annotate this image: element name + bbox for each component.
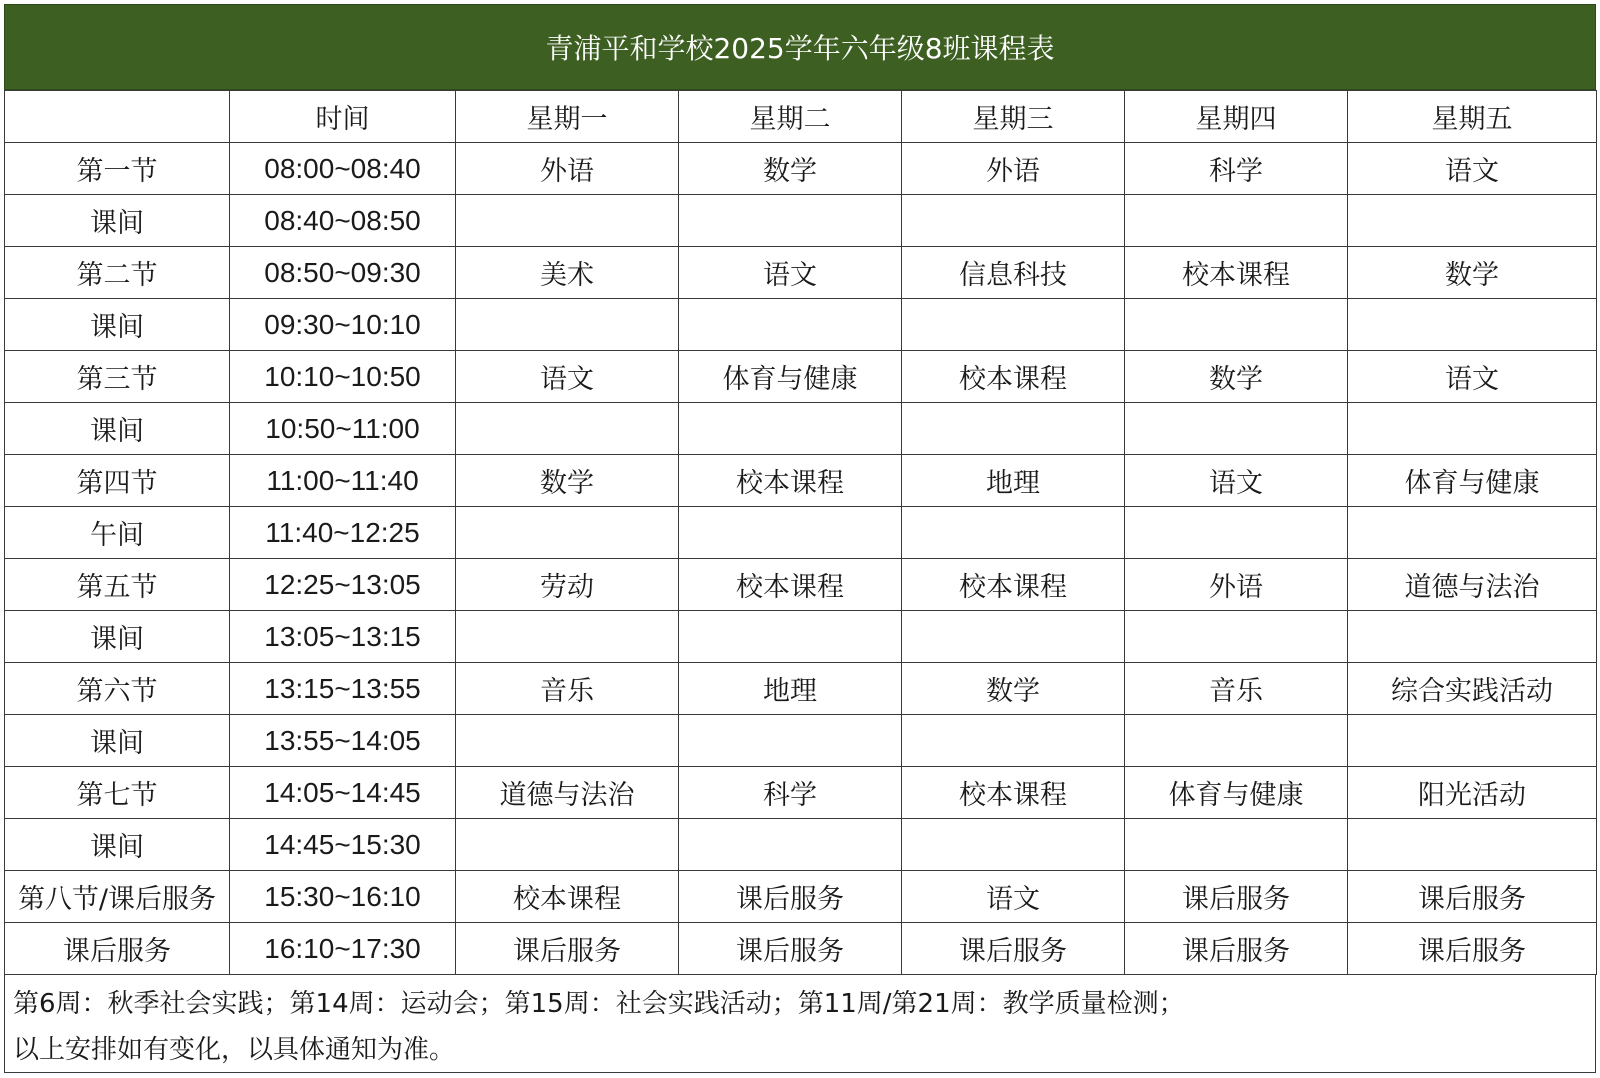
class-cell: 课后服务	[1125, 871, 1348, 923]
class-cell: 校本课程	[1125, 247, 1348, 299]
time-range-cell: 10:10~10:50	[230, 351, 456, 403]
header-day-thursday: 星期四	[1125, 91, 1348, 143]
period-label-cell: 第七节	[5, 767, 230, 819]
schedule-title: 青浦平和学校2025学年六年级8班课程表	[4, 4, 1596, 90]
class-cell: 语文	[1348, 143, 1597, 195]
table-row	[5, 559, 1597, 611]
class-cell: 音乐	[1125, 663, 1348, 715]
schedule-body	[5, 143, 1597, 975]
class-cell: 语文	[902, 871, 1125, 923]
class-cell: 语文	[679, 247, 902, 299]
period-label-cell: 课间	[5, 195, 230, 247]
class-cell: 数学	[456, 455, 679, 507]
time-range-cell: 11:40~12:25	[230, 507, 456, 559]
table-row	[5, 715, 1597, 767]
class-cell: 课后服务	[679, 923, 902, 975]
class-cell: 信息科技	[902, 247, 1125, 299]
class-cell: 校本课程	[902, 767, 1125, 819]
time-range-cell: 09:30~10:10	[230, 299, 456, 351]
class-cell	[456, 403, 679, 455]
period-label-cell: 课后服务	[5, 923, 230, 975]
table-row	[5, 819, 1597, 871]
class-cell	[902, 819, 1125, 871]
class-cell: 体育与健康	[1125, 767, 1348, 819]
time-range-cell: 08:40~08:50	[230, 195, 456, 247]
period-label-cell: 课间	[5, 403, 230, 455]
class-cell: 阳光活动	[1348, 767, 1597, 819]
class-cell: 美术	[456, 247, 679, 299]
class-cell: 语文	[1125, 455, 1348, 507]
period-label-cell: 第一节	[5, 143, 230, 195]
schedule-table	[4, 90, 1597, 975]
header-day-wednesday: 星期三	[902, 91, 1125, 143]
table-row	[5, 767, 1597, 819]
table-row	[5, 611, 1597, 663]
table-row	[5, 507, 1597, 559]
class-cell: 校本课程	[679, 455, 902, 507]
class-cell: 科学	[1125, 143, 1348, 195]
class-cell: 体育与健康	[1348, 455, 1597, 507]
class-cell: 数学	[679, 143, 902, 195]
period-label-cell: 第六节	[5, 663, 230, 715]
class-cell	[1125, 611, 1348, 663]
class-cell	[456, 299, 679, 351]
header-period-cell	[5, 91, 230, 143]
class-cell: 数学	[902, 663, 1125, 715]
schedule-sheet	[4, 4, 1596, 1073]
period-label-cell: 第二节	[5, 247, 230, 299]
class-cell: 数学	[1348, 247, 1597, 299]
class-cell	[456, 507, 679, 559]
class-cell: 课后服务	[1348, 923, 1597, 975]
class-cell: 综合实践活动	[1348, 663, 1597, 715]
time-range-cell: 13:55~14:05	[230, 715, 456, 767]
time-range-cell: 08:50~09:30	[230, 247, 456, 299]
class-cell: 外语	[1125, 559, 1348, 611]
time-range-cell: 13:15~13:55	[230, 663, 456, 715]
table-row	[5, 247, 1597, 299]
header-day-tuesday: 星期二	[679, 91, 902, 143]
class-cell	[1348, 715, 1597, 767]
table-row	[5, 403, 1597, 455]
class-cell: 音乐	[456, 663, 679, 715]
class-cell: 课后服务	[456, 923, 679, 975]
class-cell	[902, 611, 1125, 663]
class-cell	[902, 507, 1125, 559]
header-row	[5, 91, 1597, 143]
table-row	[5, 923, 1597, 975]
time-range-cell: 13:05~13:15	[230, 611, 456, 663]
class-cell	[1125, 507, 1348, 559]
time-range-cell: 08:00~08:40	[230, 143, 456, 195]
class-cell: 地理	[679, 663, 902, 715]
class-cell	[679, 403, 902, 455]
class-cell	[902, 299, 1125, 351]
class-cell: 校本课程	[902, 559, 1125, 611]
table-row	[5, 455, 1597, 507]
time-range-cell: 16:10~17:30	[230, 923, 456, 975]
class-cell	[1348, 611, 1597, 663]
period-label-cell: 第四节	[5, 455, 230, 507]
class-cell	[1125, 715, 1348, 767]
period-label-cell: 午间	[5, 507, 230, 559]
table-row	[5, 663, 1597, 715]
note-line: 以上安排如有变化，以具体通知为准。	[13, 1035, 456, 1065]
header-day-friday: 星期五	[1348, 91, 1597, 143]
class-cell: 校本课程	[902, 351, 1125, 403]
table-row	[5, 351, 1597, 403]
class-cell: 地理	[902, 455, 1125, 507]
time-range-cell: 15:30~16:10	[230, 871, 456, 923]
note-line: 第6周：秋季社会实践；第14周：运动会；第15周：社会实践活动；第11周/第21周：教学质量检测；	[13, 989, 1185, 1019]
class-cell	[902, 195, 1125, 247]
class-cell	[679, 715, 902, 767]
class-cell	[1125, 403, 1348, 455]
class-cell	[679, 299, 902, 351]
class-cell	[456, 715, 679, 767]
table-row	[5, 195, 1597, 247]
time-range-cell: 14:05~14:45	[230, 767, 456, 819]
class-cell: 科学	[679, 767, 902, 819]
period-label-cell: 课间	[5, 715, 230, 767]
class-cell: 课后服务	[679, 871, 902, 923]
class-cell: 体育与健康	[679, 351, 902, 403]
class-cell	[679, 507, 902, 559]
table-row	[5, 143, 1597, 195]
class-cell	[1348, 819, 1597, 871]
class-cell	[902, 715, 1125, 767]
period-label-cell: 第五节	[5, 559, 230, 611]
time-range-cell: 11:00~11:40	[230, 455, 456, 507]
period-label-cell: 课间	[5, 299, 230, 351]
period-label-cell: 第八节/课后服务	[5, 871, 230, 923]
notes-box	[4, 975, 1596, 1073]
class-cell	[456, 819, 679, 871]
class-cell: 校本课程	[679, 559, 902, 611]
class-cell: 课后服务	[902, 923, 1125, 975]
class-cell: 课后服务	[1348, 871, 1597, 923]
class-cell: 课后服务	[1125, 923, 1348, 975]
class-cell	[1348, 299, 1597, 351]
class-cell	[1348, 195, 1597, 247]
class-cell	[679, 195, 902, 247]
class-cell	[679, 819, 902, 871]
class-cell: 语文	[456, 351, 679, 403]
period-label-cell: 第三节	[5, 351, 230, 403]
class-cell	[1348, 507, 1597, 559]
class-cell: 外语	[456, 143, 679, 195]
period-label-cell: 课间	[5, 611, 230, 663]
class-cell	[679, 611, 902, 663]
class-cell	[456, 195, 679, 247]
header-time-cell: 时间	[230, 91, 456, 143]
class-cell	[902, 403, 1125, 455]
table-row	[5, 299, 1597, 351]
class-cell	[456, 611, 679, 663]
class-cell	[1348, 403, 1597, 455]
header-day-monday: 星期一	[456, 91, 679, 143]
class-cell: 数学	[1125, 351, 1348, 403]
class-cell: 道德与法治	[456, 767, 679, 819]
class-cell: 校本课程	[456, 871, 679, 923]
time-range-cell: 10:50~11:00	[230, 403, 456, 455]
time-range-cell: 14:45~15:30	[230, 819, 456, 871]
time-range-cell: 12:25~13:05	[230, 559, 456, 611]
table-row	[5, 871, 1597, 923]
class-cell	[1125, 195, 1348, 247]
class-cell: 道德与法治	[1348, 559, 1597, 611]
class-cell	[1125, 299, 1348, 351]
class-cell: 劳动	[456, 559, 679, 611]
period-label-cell: 课间	[5, 819, 230, 871]
class-cell: 语文	[1348, 351, 1597, 403]
class-cell: 外语	[902, 143, 1125, 195]
class-cell	[1125, 819, 1348, 871]
